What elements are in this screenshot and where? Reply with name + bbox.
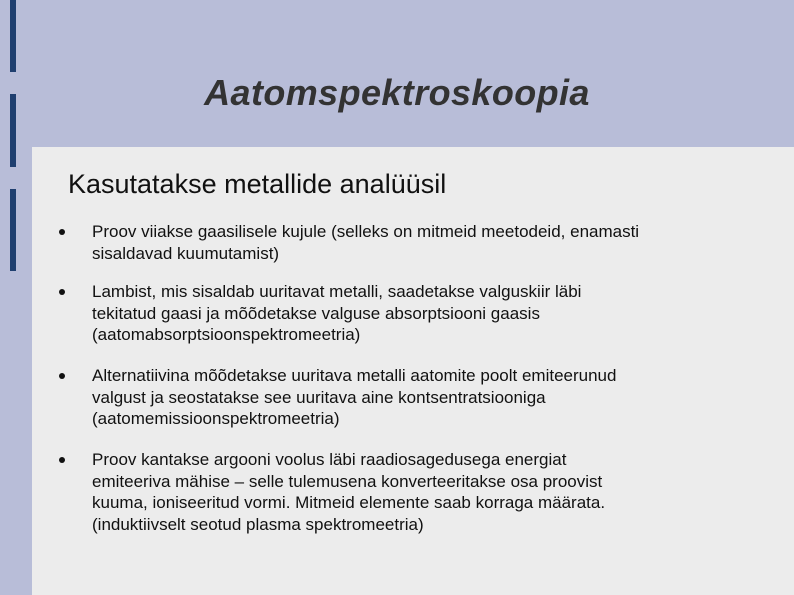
slide-subtitle: Kasutatakse metallide analüüsil	[68, 169, 447, 199]
bullet-text: Proov kantakse argooni voolus läbi raadiosagedusega energiat emiteeriva mähise – selle tulemusena konverteeritakse osa proovist kuuma, ioniseeritud vormi. Mitmeid elemente saab korraga määrata. (induktiivselt seotud plasma spektromeetria)	[92, 450, 606, 534]
bullet-item	[59, 365, 759, 430]
bullet-text: Proov viiakse gaasilisele kujule (selleks on mitmeid meetodeid, enamasti sisaldavad kuumutamist)	[92, 222, 640, 263]
slide-title: Aatomspektroskoopia	[204, 72, 590, 113]
bullet-text: Lambist, mis sisaldab uuritavat metalli, saadetakse valguskiir läbi tekitatud gaasi ja mõõdetakse valguse absorptsiooni gaasis (aatomabsorptsioonspektromeetria)	[92, 282, 582, 344]
bullet-item	[59, 281, 759, 346]
bullet-text: Alternatiivina mõõdetakse uuritava metalli aatomite poolt emiteerunud valgust ja seostatakse see uuritava aine kontsentratsiooniga (aatomemissioonspektromeetria)	[92, 366, 617, 428]
bullet-item	[59, 449, 759, 535]
bullet-dot-icon	[59, 457, 65, 463]
bullet-dot-icon	[59, 289, 65, 295]
bullet-dot-icon	[59, 373, 65, 379]
bullet-dot-icon	[59, 229, 65, 235]
bullet-item	[59, 221, 759, 264]
